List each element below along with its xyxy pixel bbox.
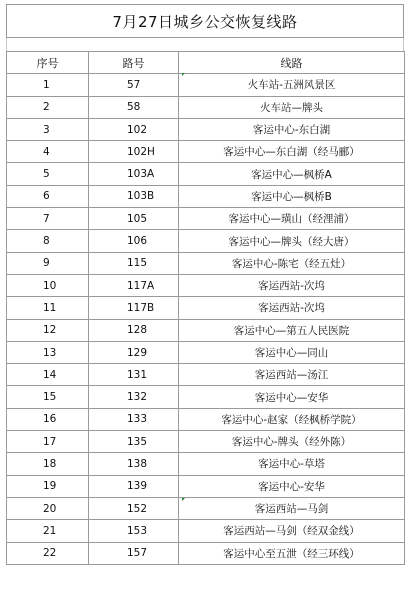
cell-line[interactable]: 客运西站—马剑（经双金线） (179, 520, 405, 542)
cell-line[interactable]: 客运中心—璜山（经浬浦） (179, 208, 405, 230)
cell-route[interactable]: 135 (89, 431, 179, 453)
table-row (7, 386, 405, 408)
cell-seq[interactable]: 20 (7, 497, 89, 519)
table-row (7, 274, 405, 296)
cell-seq[interactable]: 11 (7, 297, 89, 319)
cell-line[interactable]: 客运中心-陈宅（经五灶） (179, 252, 405, 274)
table-row (7, 319, 405, 341)
cell-seq[interactable]: 2 (7, 96, 89, 118)
cell-route[interactable]: 131 (89, 364, 179, 386)
header-line[interactable]: 线路 (179, 52, 405, 74)
cell-route[interactable]: 103A (89, 163, 179, 185)
cell-route[interactable]: 103B (89, 185, 179, 207)
sheet-title: 7月27日城乡公交恢复线路 (6, 4, 404, 38)
cell-seq[interactable]: 3 (7, 118, 89, 140)
cell-line[interactable]: 客运中心-赵家（经枫桥学院） (179, 408, 405, 430)
cell-seq[interactable]: 17 (7, 431, 89, 453)
cell-seq[interactable]: 14 (7, 364, 89, 386)
table-row (7, 520, 405, 542)
cell-seq[interactable]: 12 (7, 319, 89, 341)
blank-row (6, 38, 404, 51)
cell-route[interactable]: 102H (89, 141, 179, 163)
cell-route[interactable]: 117A (89, 274, 179, 296)
cell-route[interactable]: 138 (89, 453, 179, 475)
cell-seq[interactable]: 9 (7, 252, 89, 274)
cell-line[interactable]: 客运中心—第五人民医院 (179, 319, 405, 341)
cell-seq[interactable]: 5 (7, 163, 89, 185)
cell-comment-marker (182, 498, 185, 501)
cell-line[interactable]: 客运西站—汤江 (179, 364, 405, 386)
table-row (7, 364, 405, 386)
cell-line[interactable]: 客运中心—枫桥A (179, 163, 405, 185)
cell-route[interactable]: 153 (89, 520, 179, 542)
table-row (7, 431, 405, 453)
table-row (7, 74, 405, 96)
cell-line[interactable]: 客运中心—牌头（经大唐） (179, 230, 405, 252)
table-row (7, 163, 405, 185)
cell-line[interactable]: 客运中心—枫桥B (179, 185, 405, 207)
cell-seq[interactable]: 6 (7, 185, 89, 207)
cell-route[interactable]: 132 (89, 386, 179, 408)
cell-route[interactable]: 58 (89, 96, 179, 118)
cell-line[interactable]: 客运中心-东白湖 (179, 118, 405, 140)
cell-route[interactable]: 133 (89, 408, 179, 430)
cell-line[interactable]: 客运中心-安华 (179, 475, 405, 497)
table-row (7, 453, 405, 475)
table-row (7, 497, 405, 519)
cell-seq[interactable]: 10 (7, 274, 89, 296)
cell-route[interactable]: 139 (89, 475, 179, 497)
header-row (7, 52, 405, 74)
table-row (7, 542, 405, 564)
table-row (7, 141, 405, 163)
cell-seq[interactable]: 8 (7, 230, 89, 252)
table-row (7, 230, 405, 252)
cell-line[interactable]: 火车站—牌头 (179, 96, 405, 118)
cell-line[interactable]: 客运中心-牌头（经外陈） (179, 431, 405, 453)
cell-route[interactable]: 106 (89, 230, 179, 252)
cell-line[interactable]: 客运中心至五泄（经三环线） (179, 542, 405, 564)
table-row (7, 475, 405, 497)
cell-seq[interactable]: 1 (7, 74, 89, 96)
cell-route[interactable]: 128 (89, 319, 179, 341)
cell-seq[interactable]: 15 (7, 386, 89, 408)
cell-route[interactable]: 115 (89, 252, 179, 274)
cell-line[interactable]: 客运中心—东白湖（经马郦） (179, 141, 405, 163)
cell-seq[interactable]: 19 (7, 475, 89, 497)
cell-line[interactable]: 客运西站-次坞 (179, 297, 405, 319)
table-row (7, 341, 405, 363)
cell-seq[interactable]: 16 (7, 408, 89, 430)
cell-seq[interactable]: 13 (7, 341, 89, 363)
cell-route[interactable]: 129 (89, 341, 179, 363)
cell-comment-marker (182, 73, 185, 76)
cell-seq[interactable]: 7 (7, 208, 89, 230)
cell-seq[interactable]: 4 (7, 141, 89, 163)
table-row (7, 208, 405, 230)
cell-route[interactable]: 157 (89, 542, 179, 564)
cell-line[interactable]: 客运中心—安华 (179, 386, 405, 408)
header-route[interactable]: 路号 (89, 52, 179, 74)
cell-route[interactable]: 102 (89, 118, 179, 140)
cell-line[interactable]: 客运西站-次坞 (179, 274, 405, 296)
cell-line[interactable]: 客运西站—马剑 (179, 497, 405, 519)
cell-line[interactable]: 客运中心-草塔 (179, 453, 405, 475)
cell-seq[interactable]: 22 (7, 542, 89, 564)
cell-route[interactable]: 152 (89, 497, 179, 519)
table-row (7, 96, 405, 118)
cell-line[interactable]: 客运中心—同山 (179, 341, 405, 363)
table-row (7, 118, 405, 140)
cell-route[interactable]: 105 (89, 208, 179, 230)
cell-seq[interactable]: 21 (7, 520, 89, 542)
header-seq[interactable]: 序号 (7, 52, 89, 74)
cell-route[interactable]: 57 (89, 74, 179, 96)
cell-seq[interactable]: 18 (7, 453, 89, 475)
cell-route[interactable]: 117B (89, 297, 179, 319)
route-table (6, 51, 405, 565)
table-row (7, 252, 405, 274)
table-row (7, 185, 405, 207)
table-row (7, 297, 405, 319)
cell-line[interactable]: 火车站-五洲风景区 (179, 74, 405, 96)
table-row (7, 408, 405, 430)
